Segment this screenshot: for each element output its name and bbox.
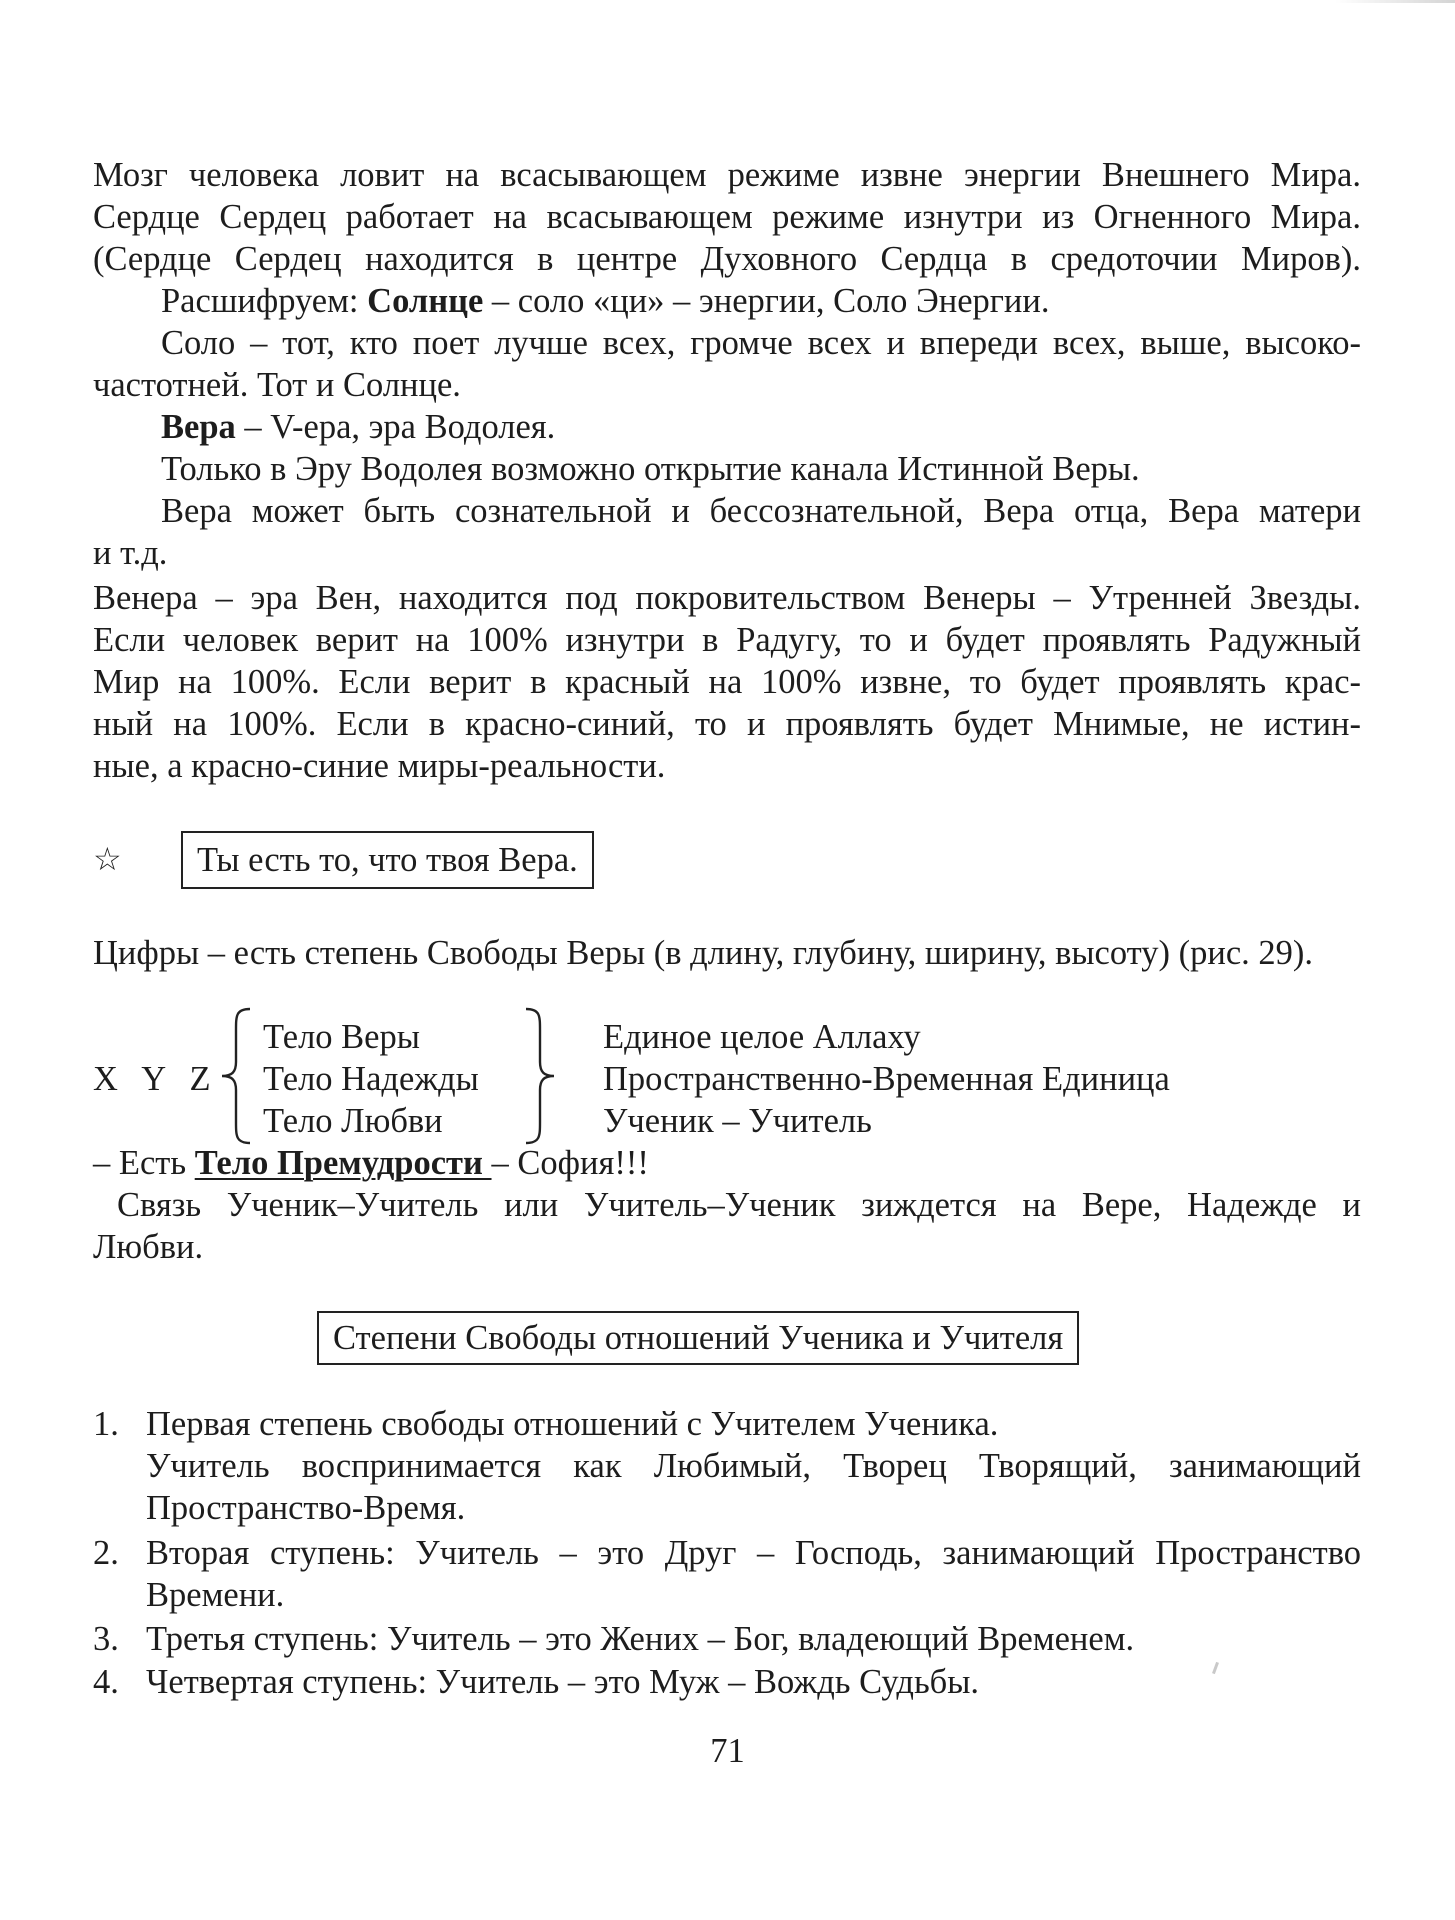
page-number: 71 — [710, 1732, 745, 1770]
paragraph-line: ные, а красно-синие миры-реальности. — [93, 747, 666, 785]
solntse-definition: – соло «ци» – энергии, Соло Энергии. — [483, 282, 1050, 320]
meaning-student-teacher: Ученик – Учитель — [603, 1102, 872, 1140]
right-brace-icon — [522, 1006, 558, 1146]
solntse-line — [161, 280, 1361, 322]
list-item-line: Четвертая ступень: Учитель – это Муж – Вождь Судьбы. — [146, 1663, 980, 1701]
paragraph-line: Связь Ученик–Учитель или Учитель–Ученик зиждется на Вере, Надежде и — [117, 1186, 1361, 1224]
body-of-wisdom: Тело Премудрости — [194, 1144, 492, 1182]
paragraph-line: Вера может быть сознательной и бессознательной, Вера отца, Вера матери — [161, 492, 1361, 530]
list-item-line: Первая степень свободы отношений с Учителем Ученика. — [146, 1405, 999, 1443]
solntse-term: Солнце — [367, 282, 484, 320]
list-item-line: Учитель воспринимается как Любимый, Творец Творящий, занимающий — [146, 1447, 1361, 1485]
body-of-faith: Тело Веры — [263, 1018, 420, 1056]
body-of-hope: Тело Надежды — [263, 1060, 479, 1098]
paragraph-line: Только в Эру Водолея возможно открытие канала Истинной Веры. — [161, 450, 1140, 488]
list-item-line: Времени. — [146, 1576, 285, 1614]
paragraph-line: Венера – эра Вен, находится под покровительством Венеры – Утренней Звезды. — [93, 579, 1361, 617]
vera-term: Вера — [161, 408, 236, 446]
page-edge — [1335, 0, 1455, 3]
paragraph-line: Соло – тот, кто поет лучше всех, громче всех и впереди всех, выше, высоко- — [161, 324, 1361, 362]
sophia-prefix: – Есть — [93, 1144, 195, 1182]
sophia-rest: – София!!! — [491, 1144, 649, 1182]
vera-line — [161, 406, 1361, 448]
paragraph-line: частотней. Тот и Солнце. — [93, 366, 461, 404]
list-item-line: Третья ступень: Учитель – это Жених – Бог, владеющий Временем. — [146, 1620, 1135, 1658]
xyz-label: X Y Z — [93, 1060, 219, 1098]
vera-definition: – V-ера, эра Водолея. — [235, 408, 556, 446]
list-item-line: Вторая ступень: Учитель – это Друг – Господь, занимающий Пространство — [146, 1534, 1361, 1572]
paragraph-line: Мозг человека ловит на всасывающем режиме извне энергии Внешнего Мира. — [93, 156, 1361, 194]
paragraph-line: Сердце Сердец работает на всасывающем режиме изнутри из Огненного Мира. — [93, 198, 1361, 236]
list-number: 4. — [93, 1663, 119, 1701]
list-number: 2. — [93, 1534, 119, 1572]
vera-quote-box: Ты есть то, что твоя Вера. — [181, 831, 594, 889]
paragraph-line: (Сердце Сердец находится в центре Духовного Сердца в средоточии Миров). — [93, 240, 1361, 278]
left-brace-icon — [218, 1006, 254, 1146]
sophia-line — [93, 1142, 1361, 1184]
paragraph-line: Мир на 100%. Если верит в красный на 100% извне, то будет проявлять крас- — [93, 663, 1361, 701]
body-of-love: Тело Любви — [263, 1102, 443, 1140]
solntse-prefix: Расшифруем: — [161, 282, 368, 320]
digits-line: Цифры – есть степень Свободы Веры (в длину, глубину, ширину, высоту) (рис. 29). — [93, 934, 1314, 972]
meaning-spacetime: Пространственно-Временная Единица — [603, 1060, 1170, 1098]
paragraph-line: ный на 100%. Если в красно-синий, то и проявлять будет Мнимые, не истин- — [93, 705, 1361, 743]
paragraph-line: Если человек верит на 100% изнутри в Радугу, то и будет проявлять Радужный — [93, 621, 1361, 659]
list-number: 3. — [93, 1620, 119, 1658]
list-item-line: Пространство-Время. — [146, 1489, 466, 1527]
paragraph-line: и т.д. — [93, 534, 168, 572]
meaning-whole: Единое целое Аллаху — [603, 1018, 921, 1056]
section-title: Степени Свободы отношений Ученика и Учителя — [317, 1311, 1079, 1365]
paragraph-line: Любви. — [93, 1228, 204, 1266]
star-outline-icon: ☆ — [93, 841, 122, 877]
list-number: 1. — [93, 1405, 119, 1443]
